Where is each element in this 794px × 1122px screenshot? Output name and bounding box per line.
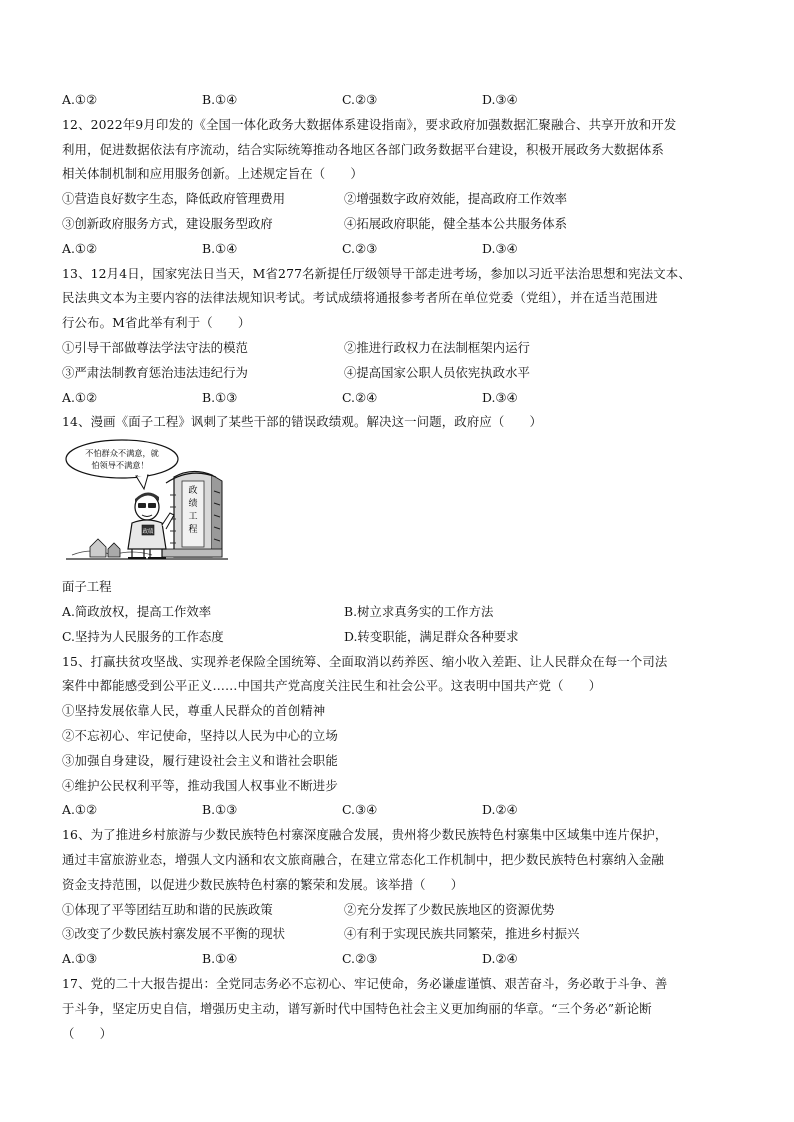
q12-items-row: [62, 187, 742, 212]
q14-option-c[interactable]: C.坚持为人民服务的工作态度: [62, 628, 224, 644]
q12-stem-line: 相关体制机制和应用服务创新。上述规定旨在（ ）: [62, 166, 363, 182]
q14-option-a[interactable]: A.简政放权，提高工作效率: [62, 603, 212, 619]
q15-option-a[interactable]: A.①②: [62, 802, 98, 818]
q16-stem-line: 16、为了推进乡村旅游与少数民族特色村寨深度融合发展，贵州将少数民族特色村寨集中区域集中连片保护，: [62, 827, 668, 843]
q13-item-4: ④提高国家公职人员依宪执政水平: [344, 364, 530, 380]
q16-items-row: [62, 922, 742, 947]
q12-option-d[interactable]: D.③④: [482, 240, 518, 256]
question-16: [62, 823, 742, 972]
question-17: [62, 972, 742, 1046]
q12-stem-line: 利用，促进数据依法有序流动，结合实际统筹推动各地区各部门政务数据平台建设，积极开展政务大数据体系: [62, 141, 664, 157]
q15-option-d[interactable]: D.②④: [482, 802, 518, 818]
q15-item-2: ②不忘初心、牢记使命，坚持以人民为中心的立场: [62, 727, 338, 743]
q12-item-3: ③创新政府服务方式，建设服务型政府: [62, 215, 273, 231]
building-sign-char: 程: [188, 525, 198, 536]
q16-option-d[interactable]: D.②④: [482, 951, 518, 967]
q12-option-a[interactable]: A.①②: [62, 240, 98, 256]
q14-option-d[interactable]: D.转变职能，满足群众各种要求: [344, 628, 519, 644]
q15-option-c[interactable]: C.③④: [342, 802, 378, 818]
q11-option-b[interactable]: B.①④: [202, 92, 238, 107]
q12-item-1: ①营造良好数字生态，降低政府管理费用: [62, 191, 286, 207]
exam-page: [62, 88, 742, 1046]
q13-item-2: ②推进行政权力在法制框架内运行: [344, 339, 530, 355]
q14-option-b[interactable]: B.树立求真务实的工作方法: [344, 603, 494, 619]
q16-item-1: ①体现了平等团结互助和谐的民族政策: [62, 901, 273, 917]
q13-option-d[interactable]: D.③④: [482, 389, 518, 405]
q15-stem-line: 15、打赢扶贫攻坚战、实现养老保险全国统筹、全面取消以药养医、缩小收入差距、让人民群众在每一个司法: [62, 653, 668, 669]
q16-option-a[interactable]: A.①③: [62, 951, 98, 967]
question-14: [62, 410, 742, 649]
building-sign-char: 工: [188, 512, 198, 523]
q13-stem-line: 13、12月4日，国家宪法日当天，M省277名新提任厅级领导干部走进考场，参加以习近平法治思想和宪法文本、: [62, 265, 691, 281]
q12-item-2: ②增强数字政府效能，提高政府工作效率: [344, 191, 568, 207]
q14-options-row: [62, 600, 742, 625]
question-13: [62, 262, 742, 411]
q13-option-a[interactable]: A.①②: [62, 389, 98, 405]
q16-items-row: [62, 898, 742, 923]
q12-options: [62, 237, 742, 262]
q17-stem-line: （ ）: [62, 1025, 113, 1041]
q12-items-row: [62, 212, 742, 237]
q13-stem-line: 行公布。M省此举有利于（ ）: [62, 315, 251, 331]
speech-text-line2: 怕领导不满意！: [91, 460, 149, 471]
q11-option-a[interactable]: A.①②: [62, 92, 98, 107]
building-sign-char: 政: [188, 486, 198, 497]
q17-stem-line: 于斗争，坚定历史自信，增强历史主动，谱写新时代中国特色社会主义更加绚丽的华章。“三个务必”新论断: [62, 1000, 652, 1016]
q15-stem-line: 案件中都能感受到公平正义……中国共产党高度关注民生和社会公平。这表明中国共产党（ ）: [62, 678, 602, 694]
q16-item-2: ②充分发挥了少数民族地区的资源优势: [344, 901, 555, 917]
q16-option-b[interactable]: B.①④: [202, 951, 238, 967]
q15-item-3: ③加强自身建设，履行建设社会主义和谐社会职能: [62, 752, 338, 768]
q16-stem-line: 资金支持范围，以促进少数民族特色村寨的繁荣和发展。该举措（ ）: [62, 876, 464, 892]
q11-option-d[interactable]: D.③④: [482, 92, 518, 107]
question-12: [62, 113, 742, 262]
q11-options: [62, 88, 742, 113]
q16-item-4: ④有利于实现民族共同繁荣，推进乡村振兴: [344, 926, 580, 942]
cartoon-caption: 面子工程: [62, 579, 112, 595]
q14-options-row: [62, 625, 742, 650]
q15-option-b[interactable]: B.①③: [202, 802, 238, 818]
q16-stem-line: 通过丰富旅游业态，增强人文内涵和农文旅商融合，在建立常态化工作机制中，把少数民族特色村寨纳入金融: [62, 851, 664, 867]
q15-item-1: ①坚持发展依靠人民，尊重人民群众的首创精神: [62, 703, 326, 719]
q14-stem-line: 14、漫画《面子工程》讽刺了某些干部的错误政绩观。解决这一问题，政府应（ ）: [62, 414, 543, 430]
q13-option-b[interactable]: B.①③: [202, 389, 238, 405]
q15-item-4: ④维护公民权利平等，推动我国人权事业不断进步: [62, 777, 338, 793]
q17-stem-line: 17、党的二十大报告提出：全党同志务必不忘初心、牢记使命，务必谦虚谨慎、艰苦奋斗，务必敢于斗争、善: [62, 975, 668, 991]
q15-options: [62, 798, 742, 823]
q13-items-row: [62, 336, 742, 361]
q13-stem-line: 民法典文本为主要内容的法律法规知识考试。考试成绩将通报参考者所在单位党委（党组），并在适当范围进: [62, 290, 658, 306]
building-sign-char: 绩: [188, 499, 198, 510]
q11-option-c[interactable]: C.②③: [342, 92, 378, 107]
q16-options: [62, 947, 742, 972]
q13-items-row: [62, 361, 742, 386]
cartoon-area: [62, 435, 742, 575]
q16-item-3: ③改变了少数民族村寨发展不平衡的现状: [62, 926, 286, 942]
badge-text: 政绩: [142, 529, 154, 536]
speech-text-line1: 不怕群众不满意，就: [85, 448, 159, 459]
q13-item-3: ③严肃法制教育惩治违法违纪行为: [62, 364, 248, 380]
q13-option-c[interactable]: C.②④: [342, 389, 378, 405]
speech-bubble: [66, 440, 178, 478]
q13-item-1: ①引导干部做尊法学法守法的模范: [62, 339, 248, 355]
q12-option-c[interactable]: C.②③: [342, 240, 378, 256]
q12-stem-line: 12、2022年9月印发的《全国一体化政务大数据体系建设指南》，要求政府加强数据汇聚融合、共享开放和开发: [62, 116, 677, 132]
q12-item-4: ④拓展政府职能，健全基本公共服务体系: [344, 215, 568, 231]
question-15: [62, 650, 742, 824]
q12-option-b[interactable]: B.①④: [202, 240, 238, 256]
q13-options: [62, 386, 742, 411]
q16-option-c[interactable]: C.②③: [342, 951, 378, 967]
cartoon-image: [62, 437, 232, 567]
official-figure: [128, 493, 174, 559]
